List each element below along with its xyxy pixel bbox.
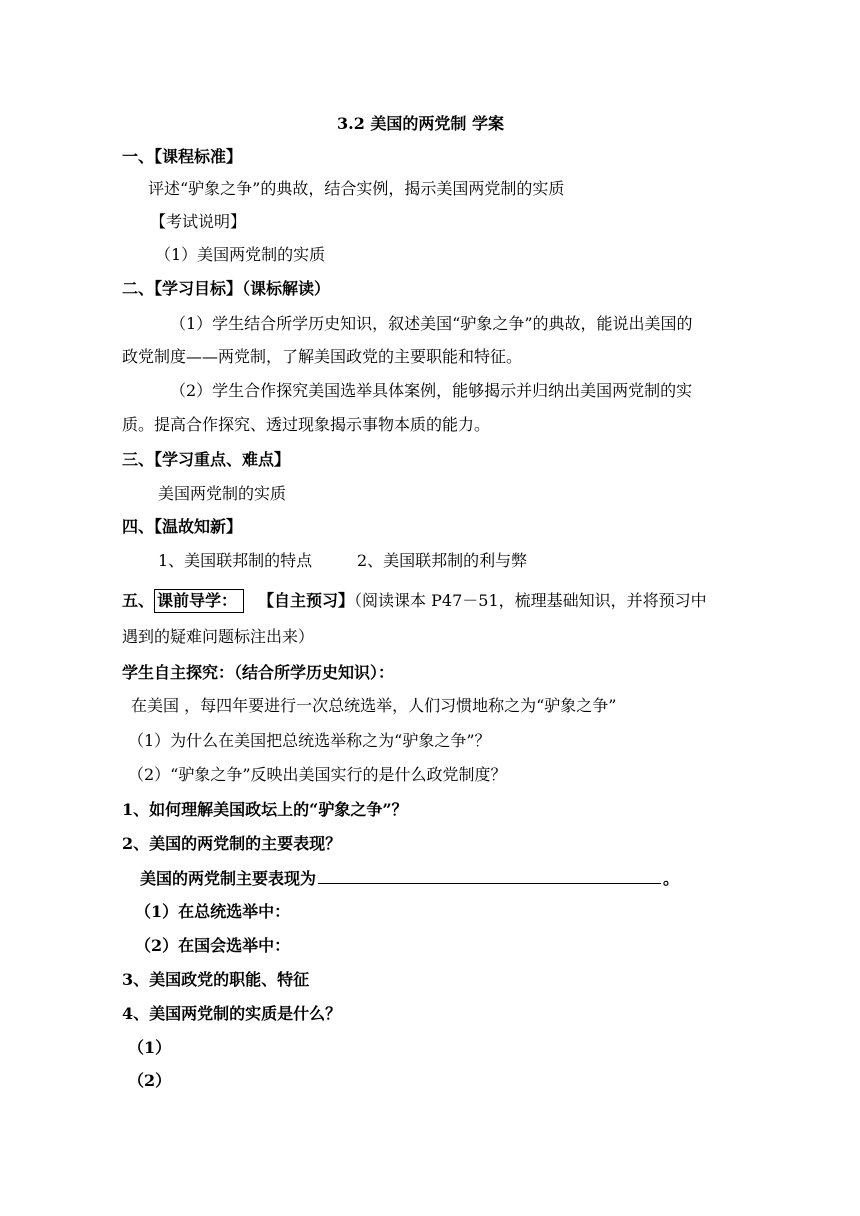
question-2: 2、美国的两党制的主要表现？ bbox=[122, 834, 342, 853]
section-2-heading: 二、【学习目标】（课标解读） bbox=[122, 279, 331, 298]
question-2-item-a: （1）在总统选举中： bbox=[135, 902, 291, 921]
self-preview-text-2: 遇到的疑难问题标注出来） bbox=[122, 627, 315, 646]
key-points-text: 美国两党制的实质 bbox=[158, 484, 287, 503]
review-item-2: 2、美国联邦制的利与弊 bbox=[357, 551, 528, 570]
review-item-1: 1、美国联邦制的特点 bbox=[158, 551, 313, 570]
question-4: 4、美国两党制的实质是什么？ bbox=[122, 1004, 342, 1023]
section-3-heading: 三、【学习重点、难点】 bbox=[122, 450, 291, 469]
question-3: 3、美国政党的职能、特征 bbox=[122, 970, 310, 989]
self-preview-text-1: （阅读课本 P47－51，梳理基础知识，并将预习中 bbox=[354, 591, 707, 610]
page-title: 3.2 美国的两党制 学案 bbox=[337, 114, 504, 133]
question-2-fill-row bbox=[140, 867, 679, 890]
question-2-fill-prefix: 美国的两党制主要表现为 bbox=[140, 869, 317, 888]
section-4-heading: 四、【温故知新】 bbox=[122, 517, 243, 536]
exam-description-label: 【考试说明】 bbox=[150, 212, 247, 231]
pre-class-guide-box: 课前导学： bbox=[154, 589, 244, 613]
explore-heading: 学生自主探究：（结合所学历史知识）： bbox=[122, 663, 395, 682]
self-preview-label: 【自主预习】 bbox=[258, 591, 355, 610]
answer-blank[interactable] bbox=[318, 867, 661, 884]
section-1-heading: 一、【课程标准】 bbox=[122, 147, 243, 166]
question-4-item-b: （2） bbox=[128, 1071, 172, 1090]
objective-1-line-1: （1）学生结合所学历史知识，叙述美国“驴象之争”的典故，能说出美国的 bbox=[170, 314, 693, 333]
question-2-item-b: （2）在国会选举中： bbox=[135, 936, 291, 955]
section-5-row bbox=[122, 589, 707, 613]
question-1: 1、如何理解美国政坛上的“驴象之争”？ bbox=[122, 800, 408, 819]
question-2-fill-suffix: 。 bbox=[663, 869, 680, 888]
objective-2-line-1: （2）学生合作探究美国选举具体案例，能够揭示并归纳出美国两党制的实 bbox=[170, 381, 693, 400]
objective-1-line-2: 政党制度——两党制，了解美国政党的主要职能和特征。 bbox=[122, 347, 523, 366]
question-4-item-a: （1） bbox=[128, 1038, 172, 1057]
objective-2-line-2: 质。提高合作探究、透过现象揭示事物本质的能力。 bbox=[122, 415, 491, 434]
exam-description-item: （1）美国两党制的实质 bbox=[155, 245, 326, 264]
explore-question-1: （1）为什么在美国把总统选举称之为“驴象之争”？ bbox=[128, 731, 491, 750]
section-5-prefix: 五、 bbox=[122, 591, 155, 610]
course-standard-text: 评述“驴象之争”的典故，结合实例，揭示美国两党制的实质 bbox=[148, 179, 565, 198]
explore-intro: 在美国 ，每四年要进行一次总统选举，人们习惯地称之为“驴象之争” bbox=[131, 696, 617, 715]
explore-question-2: （2）“驴象之争”反映出美国实行的是什么政党制度？ bbox=[128, 765, 507, 784]
